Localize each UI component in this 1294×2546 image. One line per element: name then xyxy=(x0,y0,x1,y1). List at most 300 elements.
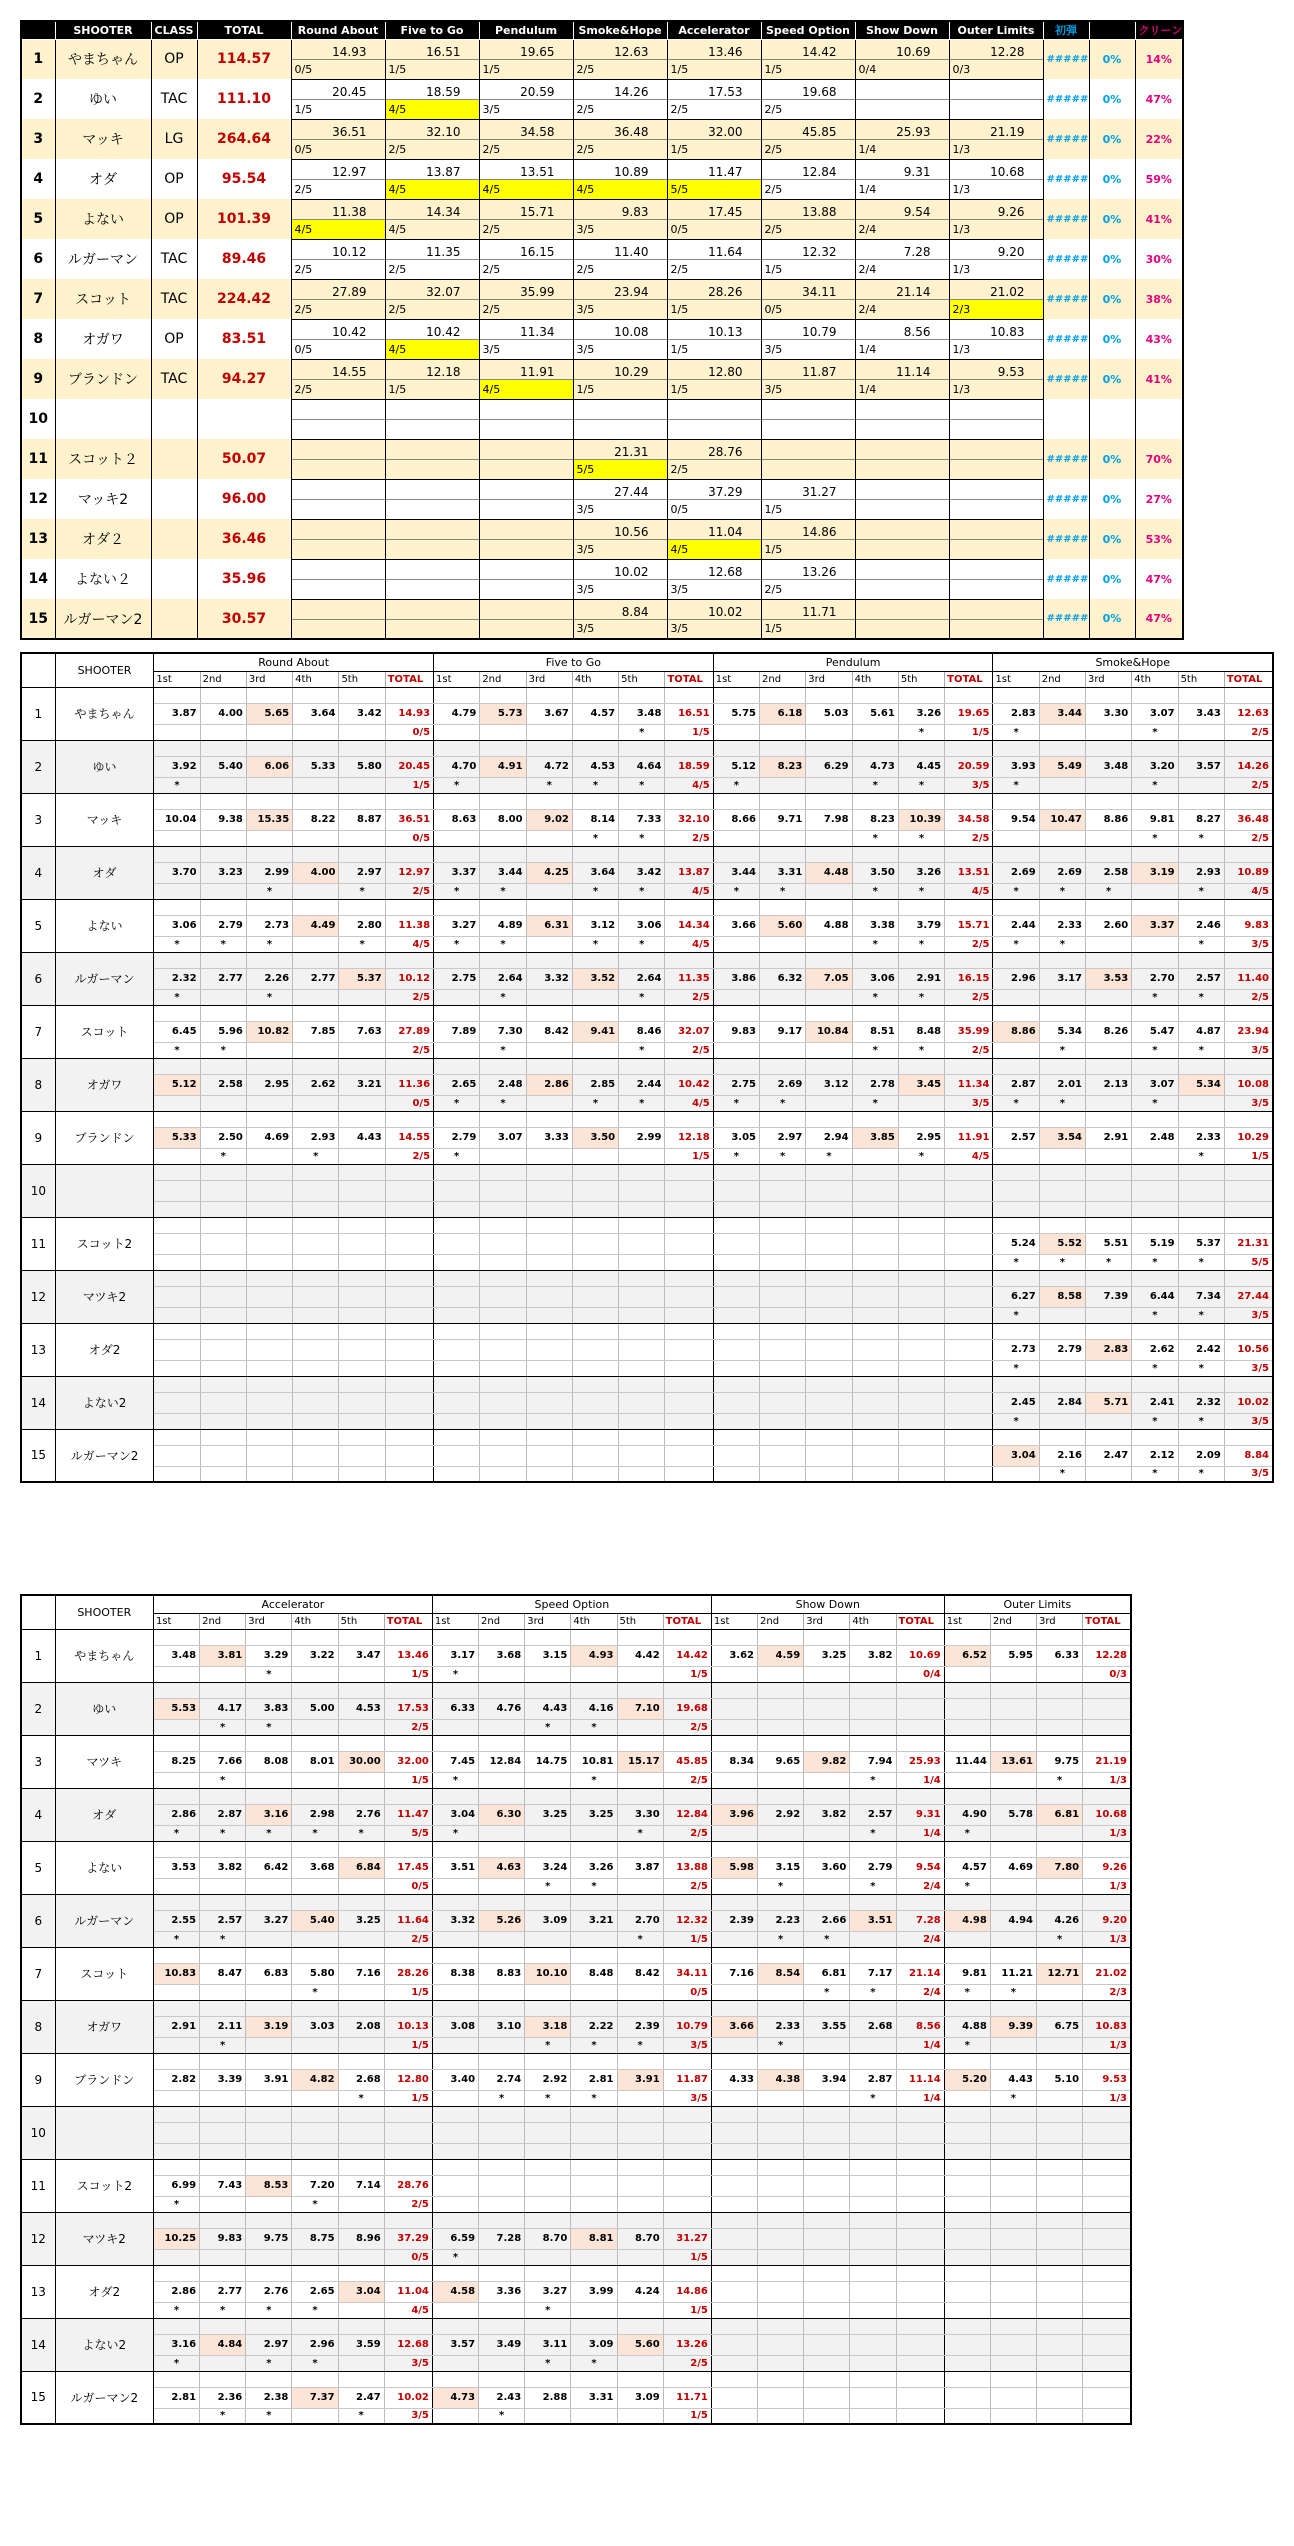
fault-count: 3/5 xyxy=(576,502,595,516)
event-faults: 4/5 xyxy=(384,2302,432,2318)
stage-time: 2.33 xyxy=(1039,915,1085,936)
stage-time: 5.49 xyxy=(1039,756,1085,777)
blank-cell xyxy=(525,2265,571,2281)
blank-cell xyxy=(760,1058,806,1074)
event-time: 11.34 xyxy=(479,319,573,339)
blank-cell xyxy=(806,1164,852,1180)
blank-cell xyxy=(806,740,852,756)
stage-time xyxy=(758,1698,804,1719)
blank-cell xyxy=(479,1629,525,1645)
detail-row-spacer xyxy=(21,1164,1273,1180)
event-total xyxy=(663,2122,711,2143)
detail-row-marks xyxy=(21,1307,1273,1323)
event-faults xyxy=(667,619,761,639)
event-time: 13.88 xyxy=(761,199,855,219)
clean-mark: * xyxy=(1178,1148,1224,1164)
summary-table xyxy=(20,20,1184,640)
stage-time: 11.44 xyxy=(944,1751,990,1772)
stage-time: 9.65 xyxy=(758,1751,804,1772)
stage-time: 8.86 xyxy=(993,1021,1039,1042)
blank-cell xyxy=(525,2159,571,2175)
stage-time: 9.38 xyxy=(200,809,246,830)
stage-time: 2.87 xyxy=(993,1074,1039,1095)
stage-label: 5th xyxy=(619,671,665,687)
clean-mark xyxy=(850,2408,896,2424)
stage-time xyxy=(758,2387,804,2408)
event-time: 12.28 xyxy=(949,39,1043,59)
blank-cell xyxy=(758,1735,804,1751)
clean-mark: * xyxy=(1178,989,1224,1005)
blank-cell xyxy=(480,1164,526,1180)
clean-mark xyxy=(480,1307,526,1323)
clean-mark xyxy=(292,1719,338,1735)
fault-count: 0/5 xyxy=(670,222,689,236)
clean-mark: * xyxy=(898,936,944,952)
clean-mark: * xyxy=(852,777,898,793)
event-total xyxy=(1083,2281,1131,2302)
clean-mark xyxy=(526,724,572,740)
clean-mark xyxy=(1039,1201,1085,1217)
clean-mark: * xyxy=(713,1095,759,1111)
fault-count: 2/5 xyxy=(764,582,783,596)
blank-cell xyxy=(852,846,898,862)
stage-time: 9.41 xyxy=(572,1021,618,1042)
clean-mark: * xyxy=(572,883,618,899)
blank-cell xyxy=(993,1005,1039,1021)
blank-cell xyxy=(200,1217,246,1233)
clean-mark xyxy=(1039,1148,1085,1164)
clean-mark xyxy=(200,1095,246,1111)
shooter-class xyxy=(151,399,197,439)
stage-time: 9.75 xyxy=(1037,1751,1083,1772)
clean-mark xyxy=(338,2249,384,2265)
initial-indicator: ##### xyxy=(1043,39,1089,79)
stage-label: 3rd xyxy=(806,671,852,687)
stage-label: 1st xyxy=(713,671,759,687)
clean-mark xyxy=(898,1201,944,1217)
fault-count: 2/5 xyxy=(482,142,501,156)
stage-time: 2.47 xyxy=(1086,1445,1132,1466)
shooter-name xyxy=(55,1164,154,1217)
fault-count: 3/5 xyxy=(576,222,595,236)
event-faults xyxy=(949,299,1043,319)
clean-mark xyxy=(711,1984,757,2000)
event-faults xyxy=(949,99,1043,119)
clean-mark xyxy=(1037,2249,1083,2265)
shooter-name: オダ xyxy=(55,846,154,899)
header-clean: クリーン xyxy=(1135,21,1183,39)
clean-mark: * xyxy=(804,1931,850,1947)
clean-mark xyxy=(1037,2408,1083,2424)
header-event: Show Down xyxy=(855,21,949,39)
blank-cell xyxy=(663,2159,711,2175)
stage-time: 3.82 xyxy=(200,1857,246,1878)
blank-cell xyxy=(852,1111,898,1127)
blank-cell xyxy=(293,1005,339,1021)
detail-row-spacer xyxy=(21,1735,1131,1751)
stage-time: 5.73 xyxy=(480,703,526,724)
clean-mark xyxy=(1178,777,1224,793)
stage-time: 9.83 xyxy=(713,1021,759,1042)
blank-cell xyxy=(1039,1217,1085,1233)
stage-time: 3.19 xyxy=(246,2016,292,2037)
clean-mark xyxy=(713,1042,759,1058)
fault-count: 2/5 xyxy=(670,462,689,476)
stage-label: 1st xyxy=(711,1613,757,1629)
event-faults xyxy=(385,339,479,359)
blank-cell xyxy=(944,2371,990,2387)
clean-mark: * xyxy=(153,1931,199,1947)
blank-cell xyxy=(665,899,713,915)
event-time: 37.29 xyxy=(667,479,761,499)
blank-cell xyxy=(1132,793,1178,809)
event-total xyxy=(896,2175,944,2196)
clean-mark xyxy=(200,1254,246,1270)
blank-cell xyxy=(990,1629,1036,1645)
event-time: 10.02 xyxy=(573,559,667,579)
blank-cell xyxy=(617,1947,663,1963)
blank-cell xyxy=(619,899,665,915)
clean-mark: * xyxy=(1132,1095,1178,1111)
clean-mark xyxy=(1086,1095,1132,1111)
stage-time: 4.38 xyxy=(758,2069,804,2090)
clean-mark xyxy=(434,724,480,740)
detail-row-spacer xyxy=(21,2000,1131,2016)
clean-mark: * xyxy=(619,724,665,740)
clean-mark xyxy=(617,1666,663,1682)
stage-time: 8.42 xyxy=(526,1021,572,1042)
stage-time: 14.75 xyxy=(525,1751,571,1772)
event-total xyxy=(665,1233,713,1254)
blank-cell xyxy=(713,1323,759,1339)
event-faults xyxy=(896,2355,944,2371)
event-name: Accelerator xyxy=(153,1595,432,1613)
event-faults: 0/5 xyxy=(384,2249,432,2265)
stage-time: 5.75 xyxy=(713,703,759,724)
blank-cell xyxy=(852,1376,898,1392)
fault-count: 1/5 xyxy=(670,302,689,316)
clean-mark: * xyxy=(572,830,618,846)
event-faults: 1/3 xyxy=(1083,1931,1131,1947)
event-total xyxy=(896,2122,944,2143)
clean-mark xyxy=(200,1307,246,1323)
blank-cell xyxy=(617,2371,663,2387)
event-total: 36.51 xyxy=(385,809,433,830)
fault-count: 1/5 xyxy=(388,62,407,76)
event-time: 27.89 xyxy=(291,279,385,299)
detail-row-spacer xyxy=(21,1005,1273,1021)
blank-cell xyxy=(526,793,572,809)
blank-cell xyxy=(1178,1005,1224,1021)
row-number: 13 xyxy=(21,519,55,559)
clean-mark xyxy=(339,830,385,846)
stage-time: 7.45 xyxy=(432,1751,478,1772)
clean-mark xyxy=(760,1254,806,1270)
blank-cell xyxy=(990,2265,1036,2281)
event-time xyxy=(291,399,385,419)
blank-cell xyxy=(338,1894,384,1910)
summary-row xyxy=(21,159,1183,179)
event-total: 12.32 xyxy=(663,1910,711,1931)
event-faults: 3/5 xyxy=(1224,1360,1273,1376)
stage-time: 3.26 xyxy=(571,1857,617,1878)
clean-mark: * xyxy=(852,830,898,846)
clean-mark: * xyxy=(571,1878,617,1894)
stage-time xyxy=(898,1180,944,1201)
clean-mark xyxy=(480,1413,526,1429)
stage-time xyxy=(200,2122,246,2143)
blank-cell xyxy=(619,793,665,809)
blank-cell xyxy=(293,899,339,915)
blank-cell xyxy=(619,740,665,756)
clean-mark xyxy=(339,1307,385,1323)
stage-time: 5.33 xyxy=(293,756,339,777)
stage-time xyxy=(804,2334,850,2355)
fault-count: 4/5 xyxy=(482,182,501,196)
blank-cell xyxy=(154,952,200,968)
clean-mark: * xyxy=(153,2355,199,2371)
blank-cell xyxy=(480,1323,526,1339)
detail-row-times xyxy=(21,1445,1273,1466)
blank-cell xyxy=(338,2318,384,2334)
stage-time xyxy=(760,1180,806,1201)
blank-cell xyxy=(1086,1376,1132,1392)
blank-cell xyxy=(1132,899,1178,915)
stage-time: 2.73 xyxy=(246,915,292,936)
row-number: 9 xyxy=(21,359,55,399)
clean-mark xyxy=(432,2143,478,2159)
event-total: 14.26 xyxy=(1224,756,1273,777)
stage-time: 3.09 xyxy=(525,1910,571,1931)
event-faults xyxy=(855,59,949,79)
clean-percent: 59% xyxy=(1135,159,1183,199)
stage-time: 5.80 xyxy=(339,756,385,777)
stage-label: 4th xyxy=(293,671,339,687)
blank-cell xyxy=(713,1429,759,1445)
clean-mark xyxy=(200,2143,246,2159)
stage-time xyxy=(339,1445,385,1466)
event-total: 14.42 xyxy=(663,1645,711,1666)
event-time: 10.69 xyxy=(855,39,949,59)
stage-time: 2.83 xyxy=(993,703,1039,724)
shooter-class: TAC xyxy=(151,279,197,319)
stage-time: 5.03 xyxy=(806,703,852,724)
blank-cell xyxy=(619,1111,665,1127)
summary-row xyxy=(21,79,1183,99)
clean-mark xyxy=(804,1772,850,1788)
stage-time: 2.75 xyxy=(713,1074,759,1095)
blank-cell xyxy=(1037,2371,1083,2387)
blank-cell xyxy=(1083,1894,1131,1910)
stage-time: 4.93 xyxy=(571,1645,617,1666)
stage-time xyxy=(711,2228,757,2249)
header-event: Smoke&Hope xyxy=(573,21,667,39)
blank-cell xyxy=(945,1058,993,1074)
blank-cell xyxy=(526,1005,572,1021)
stage-time xyxy=(619,1339,665,1360)
clean-mark: * xyxy=(760,1148,806,1164)
blank-cell xyxy=(526,740,572,756)
blank-cell xyxy=(850,2000,896,2016)
initial-percent: 0% xyxy=(1089,519,1135,559)
clean-percent: 47% xyxy=(1135,559,1183,599)
stage-label: 4th xyxy=(571,1613,617,1629)
stage-time: 2.57 xyxy=(200,1910,246,1931)
blank-cell xyxy=(1086,1217,1132,1233)
blank-cell xyxy=(292,1841,338,1857)
event-total: 10.79 xyxy=(663,2016,711,2037)
clean-mark xyxy=(246,2143,292,2159)
blank-cell xyxy=(480,1005,526,1021)
blank-cell xyxy=(852,899,898,915)
clean-mark xyxy=(1086,724,1132,740)
detail-row-marks xyxy=(21,2196,1131,2212)
blank-cell xyxy=(1037,2053,1083,2069)
blank-cell xyxy=(1224,687,1273,703)
stage-time: 7.39 xyxy=(1086,1286,1132,1307)
stage-time: 10.83 xyxy=(153,1963,199,1984)
blank-cell xyxy=(760,1429,806,1445)
clean-mark xyxy=(434,1466,480,1482)
blank-cell xyxy=(1083,1947,1131,1963)
clean-mark xyxy=(1178,724,1224,740)
event-faults: 1/5 xyxy=(945,724,993,740)
blank-cell xyxy=(617,1841,663,1857)
clean-mark xyxy=(479,1666,525,1682)
clean-mark xyxy=(434,1042,480,1058)
blank-cell xyxy=(1037,2265,1083,2281)
blank-cell xyxy=(200,2000,246,2016)
event-total: 10.42 xyxy=(665,1074,713,1095)
blank-cell xyxy=(526,899,572,915)
blank-cell xyxy=(1039,1376,1085,1392)
clean-mark xyxy=(852,1148,898,1164)
stage-time: 6.52 xyxy=(944,1645,990,1666)
blank-cell xyxy=(1086,687,1132,703)
stage-time: 3.09 xyxy=(617,2387,663,2408)
clean-mark xyxy=(806,883,852,899)
detail-row-times xyxy=(21,756,1273,777)
clean-mark: * xyxy=(246,2408,292,2424)
blank-cell xyxy=(1132,1429,1178,1445)
blank-cell xyxy=(153,2212,199,2228)
stage-time: 4.63 xyxy=(479,1857,525,1878)
blank-cell xyxy=(806,1058,852,1074)
blank-cell xyxy=(663,1841,711,1857)
stage-time: 4.72 xyxy=(526,756,572,777)
clean-mark xyxy=(1039,830,1085,846)
stage-time: 2.44 xyxy=(993,915,1039,936)
summary-row xyxy=(21,359,1183,379)
clean-mark: * xyxy=(944,1984,990,2000)
event-faults xyxy=(291,339,385,359)
clean-mark xyxy=(246,1307,292,1323)
stage-time xyxy=(804,1698,850,1719)
event-faults xyxy=(573,99,667,119)
blank-cell xyxy=(711,1682,757,1698)
blank-cell xyxy=(246,952,292,968)
blank-cell xyxy=(804,1788,850,1804)
blank-cell xyxy=(434,1058,480,1074)
clean-percent: 53% xyxy=(1135,519,1183,559)
initial-indicator: ##### xyxy=(1043,199,1089,239)
stage-time: 3.44 xyxy=(713,862,759,883)
clean-mark xyxy=(432,2196,478,2212)
stage-time xyxy=(711,2334,757,2355)
blank-cell xyxy=(292,2053,338,2069)
row-number: 8 xyxy=(21,2000,55,2053)
stage-time: 3.25 xyxy=(804,1645,850,1666)
shooter-name: オガワ xyxy=(55,1058,154,1111)
blank-cell xyxy=(572,1429,618,1445)
blank-cell xyxy=(571,1841,617,1857)
stage-time: 8.75 xyxy=(292,2228,338,2249)
stage-time: 6.27 xyxy=(993,1286,1039,1307)
event-faults xyxy=(949,59,1043,79)
event-faults xyxy=(1083,1719,1131,1735)
stage-time: 5.00 xyxy=(292,1698,338,1719)
event-time: 10.29 xyxy=(573,359,667,379)
detail-row-times xyxy=(21,1857,1131,1878)
clean-mark xyxy=(711,1666,757,1682)
blank-cell xyxy=(526,1164,572,1180)
fault-count: 0/5 xyxy=(294,142,313,156)
detail-row-marks xyxy=(21,2090,1131,2106)
shooter-name: やまちゃん xyxy=(55,39,151,79)
blank-cell xyxy=(526,1217,572,1233)
clean-mark xyxy=(480,724,526,740)
stage-time: 2.41 xyxy=(1132,1392,1178,1413)
row-number: 11 xyxy=(21,1217,55,1270)
stage-time xyxy=(713,1445,759,1466)
clean-mark xyxy=(1132,936,1178,952)
event-total: 13.46 xyxy=(384,1645,432,1666)
row-number: 6 xyxy=(21,952,55,1005)
stage-time xyxy=(852,1286,898,1307)
event-time xyxy=(479,439,573,459)
stage-time xyxy=(293,1392,339,1413)
header-event: Five to Go xyxy=(385,21,479,39)
blank-cell xyxy=(990,2371,1036,2387)
clean-mark xyxy=(990,2196,1036,2212)
row-number: 2 xyxy=(21,740,55,793)
clean-mark xyxy=(572,1148,618,1164)
header-event: Outer Limits xyxy=(949,21,1043,39)
event-faults xyxy=(667,59,761,79)
event-time: 13.46 xyxy=(667,39,761,59)
clean-mark: * xyxy=(806,1148,852,1164)
event-total: 32.07 xyxy=(665,1021,713,1042)
clean-mark xyxy=(246,1148,292,1164)
blank-cell xyxy=(572,1111,618,1127)
summary-row xyxy=(21,479,1183,499)
detail-row-marks xyxy=(21,2408,1131,2424)
blank-cell xyxy=(525,1894,571,1910)
row-number: 13 xyxy=(21,2265,55,2318)
blank-cell xyxy=(246,2212,292,2228)
event-faults: 1/4 xyxy=(896,2037,944,2053)
event-time: 12.63 xyxy=(573,39,667,59)
event-faults xyxy=(479,539,573,559)
blank-cell xyxy=(526,1058,572,1074)
clean-mark: * xyxy=(619,1042,665,1058)
stage-time: 2.23 xyxy=(758,1910,804,1931)
clean-mark xyxy=(479,2143,525,2159)
clean-mark: * xyxy=(1086,883,1132,899)
event-faults: 1/5 xyxy=(663,1666,711,1682)
stage-time xyxy=(1037,2281,1083,2302)
blank-cell xyxy=(804,1629,850,1645)
